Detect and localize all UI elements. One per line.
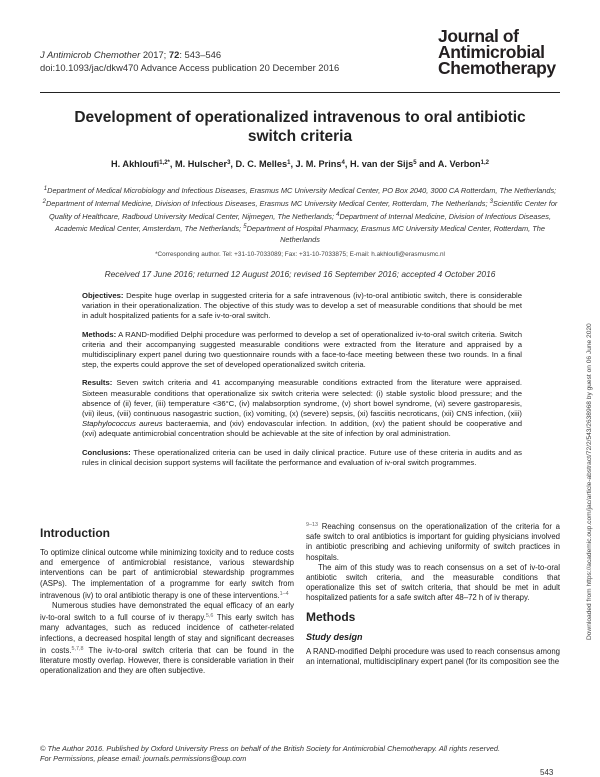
author-affil-sup: 4 bbox=[341, 160, 345, 166]
citation-block bbox=[40, 48, 400, 74]
body-paragraph: The aim of this study was to reach consensus on a set of iv-to-oral antibiotic switch criteria, and the measurable conditions that operationalize this set of switch criteria, that should be met in adult hospitalized patients for a safe switch after 48–72 h of iv therapy. bbox=[306, 562, 560, 603]
title-line: Development of operationalized intravenous to oral antibiotic bbox=[74, 109, 526, 126]
author-separator: , bbox=[169, 159, 175, 169]
abstract-italic: Staphylococcus aureus bbox=[82, 419, 163, 429]
journal-abbrev: J Antimicrob Chemother bbox=[40, 49, 141, 60]
copyright-notice bbox=[40, 744, 560, 764]
body-paragraph bbox=[40, 601, 294, 676]
affiliations bbox=[40, 184, 560, 246]
affiliation: Department of Internal Medicine, Division of Infectious Diseases, Academic Medical Center, Amsterdam, The Netherlands; bbox=[54, 211, 552, 234]
citation-pages: : 543–546 bbox=[179, 49, 222, 60]
author-affil-sup: 5 bbox=[413, 160, 417, 166]
body-column-right bbox=[306, 520, 560, 667]
page-number: 543 bbox=[540, 768, 554, 777]
author-separator: , bbox=[230, 159, 236, 169]
author-affil-sup: 1 bbox=[287, 160, 291, 166]
affil-sup: 2 bbox=[42, 198, 46, 205]
citation-year: 2017; bbox=[142, 49, 167, 60]
paragraph-text: Numerous studies have demonstrated the equal efficacy of an early iv-to-oral switch to a full course of iv therapy. bbox=[40, 601, 294, 623]
abstract-text: A RAND-modified Delphi procedure was performed to develop a set of operationalized iv-to-oral switch criteria. Switch criteria and their accompanying suggested measurable conditions were extracted from the literature and appraised by a multidisciplinary expert panel during two questionnaire rounds with a face-to-face meeting between these two rounds. In a final step, the experts could approve the set of developed operationalized switch criteria. bbox=[82, 329, 522, 370]
abstract-text: bacteraemia, and (xiv) endovascular infection. In addition, (xv) the patient should be cooperative and (xvi) adequate antimicrobial concentration should be achievable at the site of infection by oral administration. bbox=[82, 419, 522, 439]
paragraph-text: Reaching consensus on the operationalization of the criteria for a safe switch to oral antibiotics is important for guiding physicians involved in antibiotic prescribing and achieving uniformity of switch practices in hospitals. bbox=[306, 522, 560, 562]
affil-sup: 3 bbox=[489, 198, 493, 205]
author-name[interactable]: J. M. Prins bbox=[295, 159, 342, 169]
abstract-label: Results: bbox=[82, 378, 113, 388]
author-affil-sup: 3 bbox=[227, 160, 231, 166]
reference-marker[interactable]: 1–4 bbox=[279, 590, 289, 597]
journal-logo bbox=[438, 28, 578, 76]
abstract-objectives bbox=[82, 291, 522, 322]
article-dates: Received 17 June 2016; returned 12 August 2016; revised 16 September 2016; accepted 4 October 2016 bbox=[104, 269, 496, 279]
permissions-line[interactable]: For Permissions, please email: journals.permissions@oup.com bbox=[40, 754, 247, 763]
journal-name-line: Chemotherapy bbox=[438, 58, 556, 78]
author-list bbox=[40, 159, 560, 169]
abstract-label: Methods: bbox=[82, 329, 117, 339]
abstract-methods bbox=[82, 330, 522, 371]
author-name[interactable]: A. Verbon bbox=[437, 159, 481, 169]
subsection-heading-study-design: Study design bbox=[306, 631, 363, 642]
affil-sup: 4 bbox=[336, 211, 340, 218]
abstract bbox=[82, 291, 522, 476]
header-rule bbox=[40, 92, 560, 93]
reference-marker[interactable]: 5,7,8 bbox=[71, 645, 84, 652]
author-separator: and bbox=[416, 159, 438, 169]
author-name[interactable]: H. Akhloufi bbox=[111, 159, 160, 169]
abstract-text: These operationalized criteria can be used in daily clinical practice. Future use of these criteria in audits and as rules in clinical decision support systems will facilitate the performance and evaluation of iv-oral switch programmes. bbox=[82, 447, 522, 467]
reference-marker[interactable]: 9–13 bbox=[306, 522, 318, 528]
body-paragraph bbox=[40, 548, 294, 601]
abstract-conclusions bbox=[82, 448, 522, 468]
author-affil-sup: 1,2* bbox=[159, 160, 170, 166]
affiliation: Department of Medical Microbiology and Infectious Diseases, Erasmus MC University Medical Center, PO Box 2040, 3000 CA Rotterdam, The Netherlands; bbox=[47, 186, 557, 195]
download-notice[interactable]: Downloaded from https://academic.oup.com/jac/article-abstract/72/2/543/2638968 by guest on 06 June 2020 bbox=[586, 323, 593, 640]
journal-name-line: Antimicrobial bbox=[438, 42, 545, 62]
body-column-left bbox=[40, 520, 294, 676]
author-name[interactable]: D. C. Melles bbox=[235, 159, 288, 169]
paragraph-text: The iv-to-oral switch criteria that can be found in the literature mostly overlap. However, there is considerable variation in their operationalization and they are often subjective. bbox=[40, 645, 294, 676]
section-heading-methods: Methods bbox=[306, 609, 356, 624]
journal-name-line: Journal of bbox=[438, 26, 519, 46]
abstract-text: Despite huge overlap in suggested criteria for a safe intravenous (iv)-to-oral antibiotic switch, there is considerable variation in their operationalization. The objective of this study was to develop a set of measurable conditions that should be met in adult hospitalized patients for a safe iv-to-oral switch. bbox=[82, 291, 522, 321]
author-separator: , bbox=[290, 159, 296, 169]
abstract-results bbox=[82, 378, 522, 439]
affiliation: Department of Internal Medicine, Division of Infectious Diseases, Erasmus MC University Medical Center, Rotterdam, The Netherlands; bbox=[45, 198, 490, 208]
author-name[interactable]: H. van der Sijs bbox=[349, 159, 414, 169]
body-paragraph bbox=[306, 520, 560, 563]
affiliation: Scientific Center for Quality of Healthcare, Radboud University Medical Center, Nijmegen, The Netherlands; bbox=[48, 198, 558, 221]
paragraph-text: To optimize clinical outcome while minimizing toxicity and to reduce costs and emergence of antimicrobial resistance, various stewardship interventions can be part of antimicrobial stewardship programmes (ASPs). The implementation of a programme for early switch from intravenous (iv) to oral antibiotic therapy is one of these interventions. bbox=[40, 548, 294, 600]
reference-marker[interactable]: 5,6 bbox=[205, 613, 214, 620]
affiliation: Department of Hospital Pharmacy, Erasmus MC University Medical Center, Rotterdam, The Netherlands bbox=[246, 224, 546, 245]
affil-sup: 5 bbox=[243, 224, 247, 231]
affil-sup: 1 bbox=[43, 186, 48, 192]
title-line: switch criteria bbox=[247, 128, 353, 145]
doi-line[interactable]: doi:10.1093/jac/dkw470 Advance Access publication 20 December 2016 bbox=[40, 62, 340, 73]
paragraph-text: This early switch has many advantages, such as reduced incidence of catheter-related infections, a decreased hospital length of stay and significant decreases in costs. bbox=[40, 613, 294, 655]
section-heading-introduction: Introduction bbox=[40, 526, 110, 540]
author-affil-sup: 1,2 bbox=[480, 160, 489, 166]
abstract-label: Objectives: bbox=[82, 291, 124, 300]
article-title bbox=[40, 108, 560, 146]
abstract-text: Seven switch criteria and 41 accompanying measurable conditions extracted from the literature were appraised. Sixteen measurable conditions that operationalize six switch criteria were selected: (i) stable systolic blood pressure; and the absence of (ii) fever, (iii) temperature <36°C, (iv) malabsorption syndrome, (v) short bowel syndrome, (vi) severe gastroparesis, (vii) ileus, (viii) continuous nasogastric suction, (ix) vomiting, (x) (severe) sepsis, (xi) fasciitis necroticans, (xii) CNS infection, (xiii) bbox=[82, 378, 522, 419]
body-paragraph: A RAND-modified Delphi procedure was used to reach consensus among an international, multidisciplinary expert panel (for its composition see the bbox=[306, 646, 560, 666]
author-name[interactable]: M. Hulscher bbox=[174, 159, 228, 169]
abstract-label: Conclusions: bbox=[82, 447, 131, 457]
author-separator: , bbox=[344, 159, 350, 169]
corresponding-author: *Corresponding author. Tel: +31-10-7033089; Fax: +31-10-7033875; E-mail: h.akhloufi@erasmusmc.nl bbox=[155, 251, 445, 258]
copyright-line: © The Author 2016. Published by Oxford University Press on behalf of the British Society for Antimicrobial Chemotherapy. All rights reserved. bbox=[40, 744, 501, 753]
citation-volume: 72 bbox=[168, 49, 180, 60]
